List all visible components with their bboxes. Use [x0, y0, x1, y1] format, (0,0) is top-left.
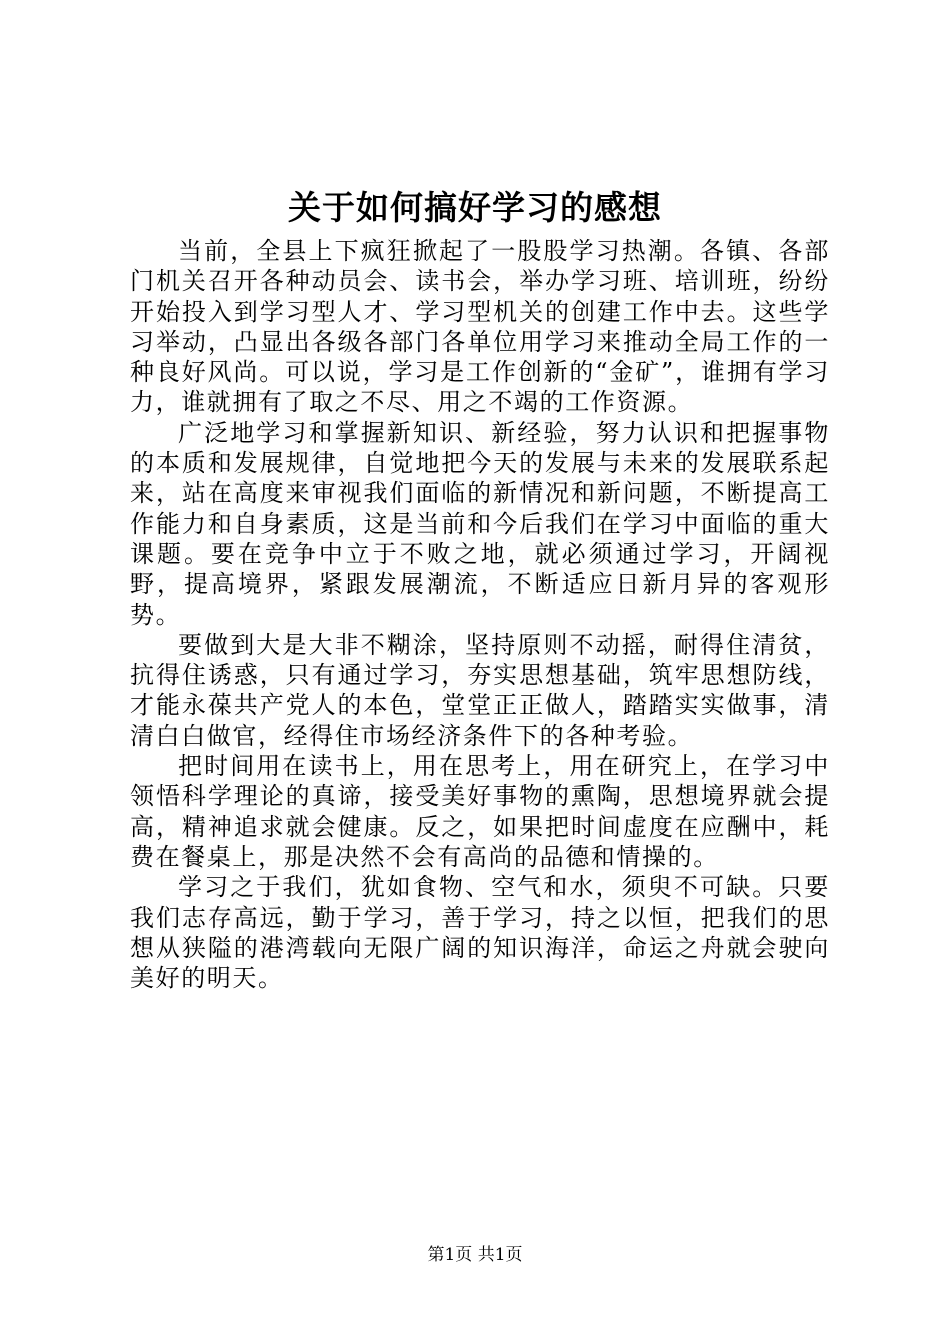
paragraph-3: 要做到大是大非不糊涂，坚持原则不动摇，耐得住清贫，抗得住诱惑，只有通过学习，夯实思想基础，筑牢思想防线，才能永葆共产党人的本色，堂堂正正做人，踏踏实实做事，清清白白做官，经得住市场经济条件下的各种考验。: [130, 630, 830, 750]
paragraph-4: 把时间用在读书上，用在思考上，用在研究上，在学习中领悟科学理论的真谛，接受美好事物的熏陶，思想境界就会提高，精神追求就会健康。反之，如果把时间虚度在应酬中，耗费在餐桌上，那是决然不会有高尚的品德和情操的。: [130, 752, 830, 871]
document-body: [130, 236, 830, 993]
paragraph-2: 广泛地学习和掌握新知识、新经验，努力认识和把握事物的本质和发展规律，自觉地把今天的发展与未来的发展联系起来，站在高度来审视我们面临的新情况和新问题，不断提高工作能力和自身素质，这是当前和今后我们在学习中面临的重大课题。要在竞争中立于不败之地，就必须通过学习，开阔视野，提高境界，紧跟发展潮流，不断适应日新月异的客观形势。: [130, 418, 830, 629]
paragraph-1: 当前，全县上下疯狂掀起了一股股学习热潮。各镇、各部门机关召开各种动员会、读书会，举办学习班、培训班，纷纷开始投入到学习型人才、学习型机关的创建工作中去。这些学习举动，凸显出各级各部门各单位用学习来推动全局工作的一种良好风尚。可以说，学习是工作创新的“金矿”，谁拥有学习力，谁就拥有了取之不尽、用之不竭的工作资源。: [130, 237, 830, 417]
paragraph-5: 学习之于我们，犹如食物、空气和水，须臾不可缺。只要我们志存高远，勤于学习，善于学习，持之以恒，把我们的思想从狭隘的港湾载向无限广阔的知识海洋，命运之舟就会驶向美好的明天。: [130, 873, 830, 993]
document-title: 关于如何搞好学习的感想: [288, 188, 662, 227]
page-footer: 第1页 共1页: [427, 1245, 523, 1265]
